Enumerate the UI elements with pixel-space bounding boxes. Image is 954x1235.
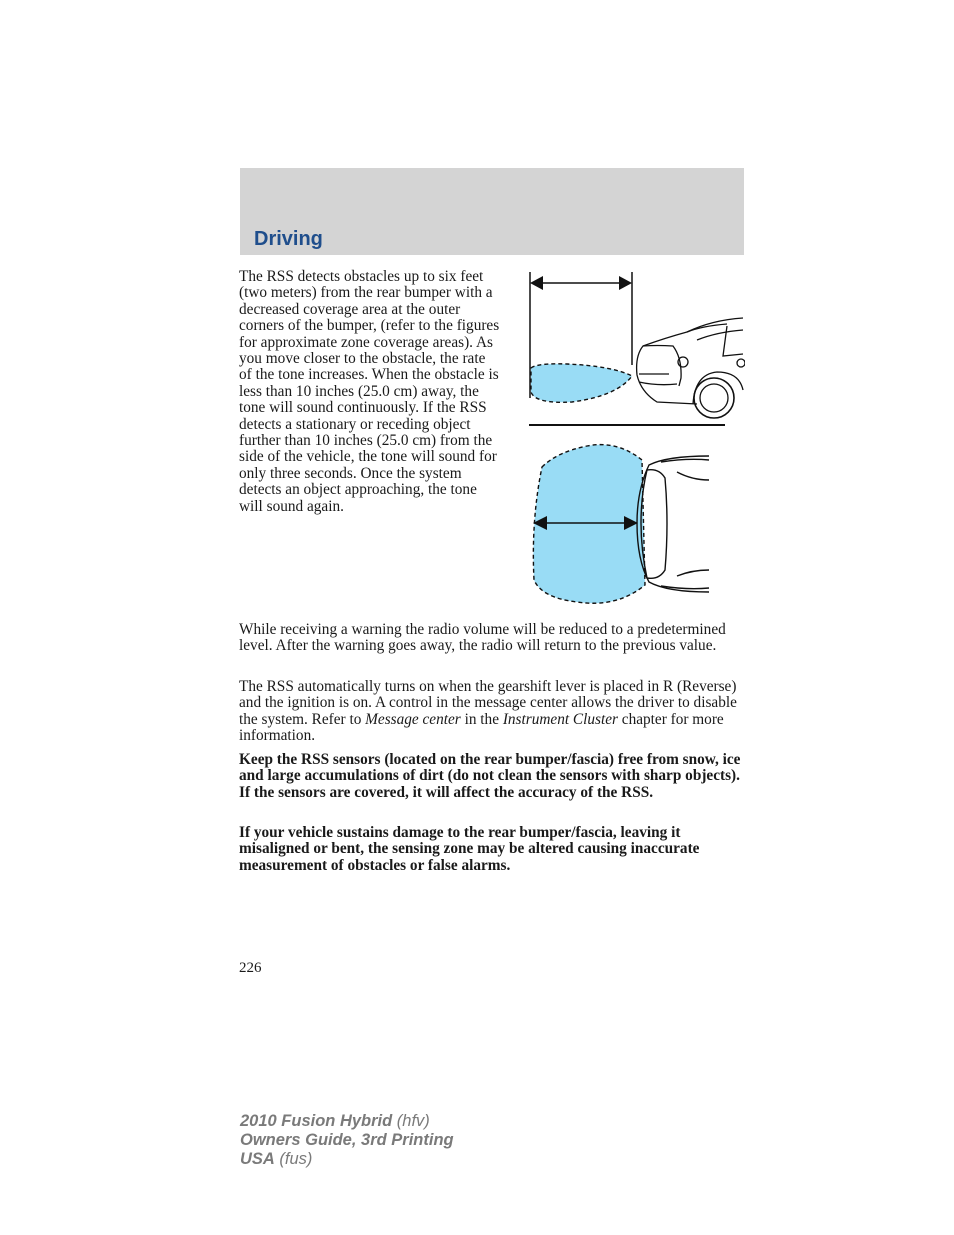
footer-region-code: (fus) <box>274 1150 313 1168</box>
footer-region: USA <box>240 1150 275 1168</box>
rss-activation-paragraph <box>239 679 744 745</box>
footer <box>240 1112 454 1169</box>
footer-guide-edition: Owners Guide, 3rd Printing <box>240 1131 454 1149</box>
header-band <box>240 168 744 255</box>
rss-top-view-diagram <box>527 440 717 610</box>
intro-paragraph: The RSS detects obstacles up to six feet (two meters) from the rear bumper with a decreased coverage area at the outer corners of the bumper, (refer to the figures for approximate zone coverage areas). As you move closer to the obstacle, the rate of the tone increases. When the obstacle is less than 10 inches (25.0 cm) away, the tone will sound continuously. If the RSS detects a stationary or receding object further than 10 inches (25.0 cm) from the side of the vehicle, the tone will sound for only three seconds. Once the system detects an object approaching, the tone will sound again. <box>239 268 500 515</box>
section-title: Driving <box>254 228 323 250</box>
instrument-cluster-reference: Instrument Cluster <box>502 710 618 728</box>
detection-zone <box>531 364 632 402</box>
car-side-icon <box>637 318 745 418</box>
message-center-reference: Message center <box>365 710 461 728</box>
rss-activation-text: in the <box>460 710 503 728</box>
car-top-icon <box>637 456 709 592</box>
rss-activation-text: The RSS automatically turns on when the gearshift lever is placed in R (Reverse) and the ignition is on. A control in the message center allows the driver to disable the system. Refer to <box>239 678 737 728</box>
radio-warning-paragraph: While receiving a warning the radio volume will be reduced to a predetermined level. After the warning goes away, the radio will return to the previous value. <box>239 621 726 655</box>
bumper-damage-warning: If your vehicle sustains damage to the rear bumper/fascia, leaving it misaligned or bent, the sensing zone may be altered causing inaccurate measurement of obstacles or false alarms. <box>239 824 700 874</box>
arrow-head-right-icon <box>619 276 632 290</box>
rss-activation-text: chapter for more information. <box>239 710 724 745</box>
footer-model: 2010 Fusion Hybrid <box>240 1112 393 1130</box>
footer-model-code: (hfv) <box>392 1112 430 1130</box>
arrow-head-left-icon <box>530 276 543 290</box>
page-number: 226 <box>239 960 262 976</box>
rss-side-view-diagram <box>527 270 745 430</box>
sensor-care-warning: Keep the RSS sensors (located on the rear bumper/fascia) free from snow, ice and large accumulations of dirt (do not clean the sensors with sharp objects). If the sensors are covered, it will affect the accuracy of the RSS. <box>239 751 741 801</box>
